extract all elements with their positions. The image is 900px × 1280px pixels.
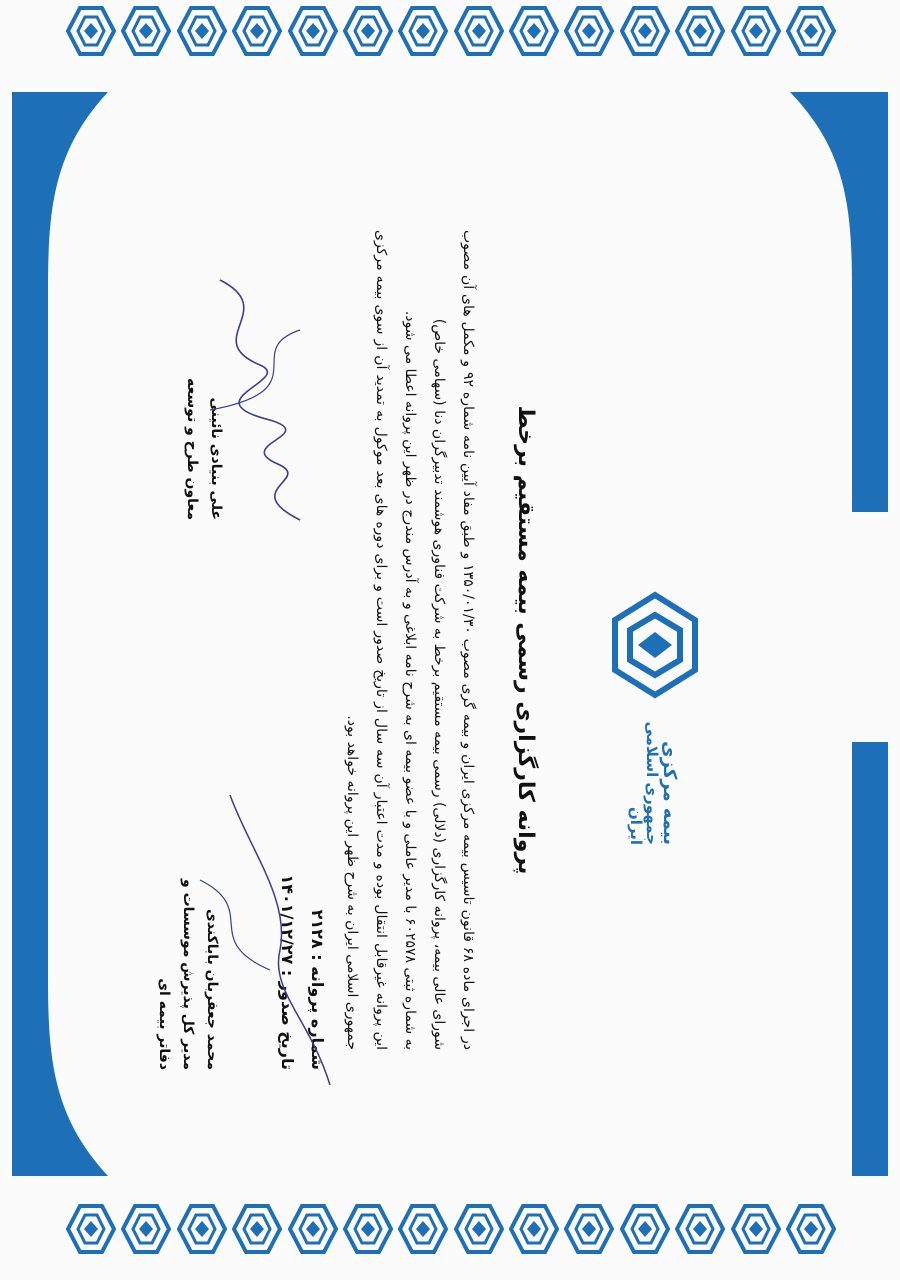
border-tile-icon bbox=[564, 1204, 614, 1254]
signatory-title-left: معاون طرح و توسعه bbox=[184, 378, 200, 520]
border-tile-icon bbox=[121, 1204, 171, 1254]
signatory-name-right: محمد جعفربان باباکندی bbox=[204, 908, 220, 1070]
border-tile-icon bbox=[398, 1204, 448, 1254]
handwritten-signature-left bbox=[170, 270, 340, 530]
border-tile-icon bbox=[66, 6, 116, 56]
issue-date: تاریخ صدور : ۱۴۰۱/۱۲/۲۷ bbox=[278, 874, 297, 1070]
border-tile-icon bbox=[398, 6, 448, 56]
border-tile-icon bbox=[620, 1204, 670, 1254]
right-decorative-band bbox=[790, 92, 888, 1176]
body-paragraph-1: در اجرای ماده ۶۸ قانون تاسیس بیمه مرکزی ایران و بیمه گری مصوب ۱۳۵۰/۰۱/۳۰ و طبق مفاد آیین نامه شماره ۹۲ و مکمل های آن مصوب شورای عالی بیمه، پروانه کارگزاری (دلالی) رسمی بیمه مستقیم برخط به شرکت فناوری هوشمند تدبیرگران دنا (سهامی خاص) bbox=[431, 230, 476, 1050]
border-tile-icon bbox=[675, 1204, 725, 1254]
border-tile-icon bbox=[454, 1204, 504, 1254]
border-tile-icon bbox=[232, 1204, 282, 1254]
left-decorative-band bbox=[12, 92, 108, 1176]
border-tile-icon bbox=[288, 6, 338, 56]
border-tile-icon bbox=[177, 1204, 227, 1254]
page-title: پروانه کارگزاری رسمی بیمه مستقیم برخط bbox=[513, 405, 538, 875]
border-pattern-top bbox=[66, 6, 836, 62]
border-tile-icon bbox=[786, 6, 836, 56]
border-tile-icon bbox=[620, 6, 670, 56]
certificate-content bbox=[130, 90, 770, 1190]
border-pattern-bottom bbox=[66, 1204, 836, 1260]
border-tile-icon bbox=[786, 1204, 836, 1254]
border-tile-icon bbox=[121, 6, 171, 56]
signatory-name-left: علی بنیادی نائینی bbox=[208, 397, 224, 520]
certificate-body bbox=[337, 230, 482, 1050]
border-tile-icon bbox=[564, 6, 614, 56]
body-paragraph-3: این پروانه غیرقابل انتقال بوده و مدت اعتبار آن سه سال از تاریخ صدور است و برای دوره های بعد موکول به تمدید آن از سوی بیمه مرکزی جمهوری اسلامی ایران به شرح ظهر این پروانه خواهد بود. bbox=[344, 230, 389, 1050]
body-paragraph-2: به شماره ثبتی ۶۰۲۵۷۸ با مدیر عاملی و با عضو بیمه ای به شرح نامه ابلاغی و به آدرس مندرج در ظهر این پروانه اعطا می شود. bbox=[402, 310, 418, 1050]
border-tile-icon bbox=[731, 6, 781, 56]
border-tile-icon bbox=[454, 6, 504, 56]
border-tile-icon bbox=[66, 1204, 116, 1254]
border-tile-icon bbox=[232, 6, 282, 56]
handwritten-signature-right bbox=[170, 790, 350, 1090]
brand-line-2: جمهوری اسلامی ایران bbox=[627, 721, 662, 845]
border-tile-icon bbox=[509, 1204, 559, 1254]
border-tile-icon bbox=[343, 1204, 393, 1254]
border-tile-icon bbox=[731, 1204, 781, 1254]
brand-text bbox=[628, 705, 678, 845]
brand-line-1: بیمه مرکزی bbox=[659, 741, 680, 845]
border-tile-icon bbox=[509, 6, 559, 56]
border-tile-icon bbox=[288, 1204, 338, 1254]
central-insurance-logo bbox=[610, 590, 700, 700]
border-tile-icon bbox=[343, 6, 393, 56]
border-tile-icon bbox=[177, 6, 227, 56]
signatory-title-right-1: مدیر کل پذیرش موسسات و bbox=[180, 879, 196, 1070]
license-number: شماره پروانه : ۲۱۲۸ bbox=[308, 909, 327, 1070]
border-tile-icon bbox=[675, 6, 725, 56]
signatory-title-right-2: دفاتر بیمه ای bbox=[156, 978, 172, 1070]
